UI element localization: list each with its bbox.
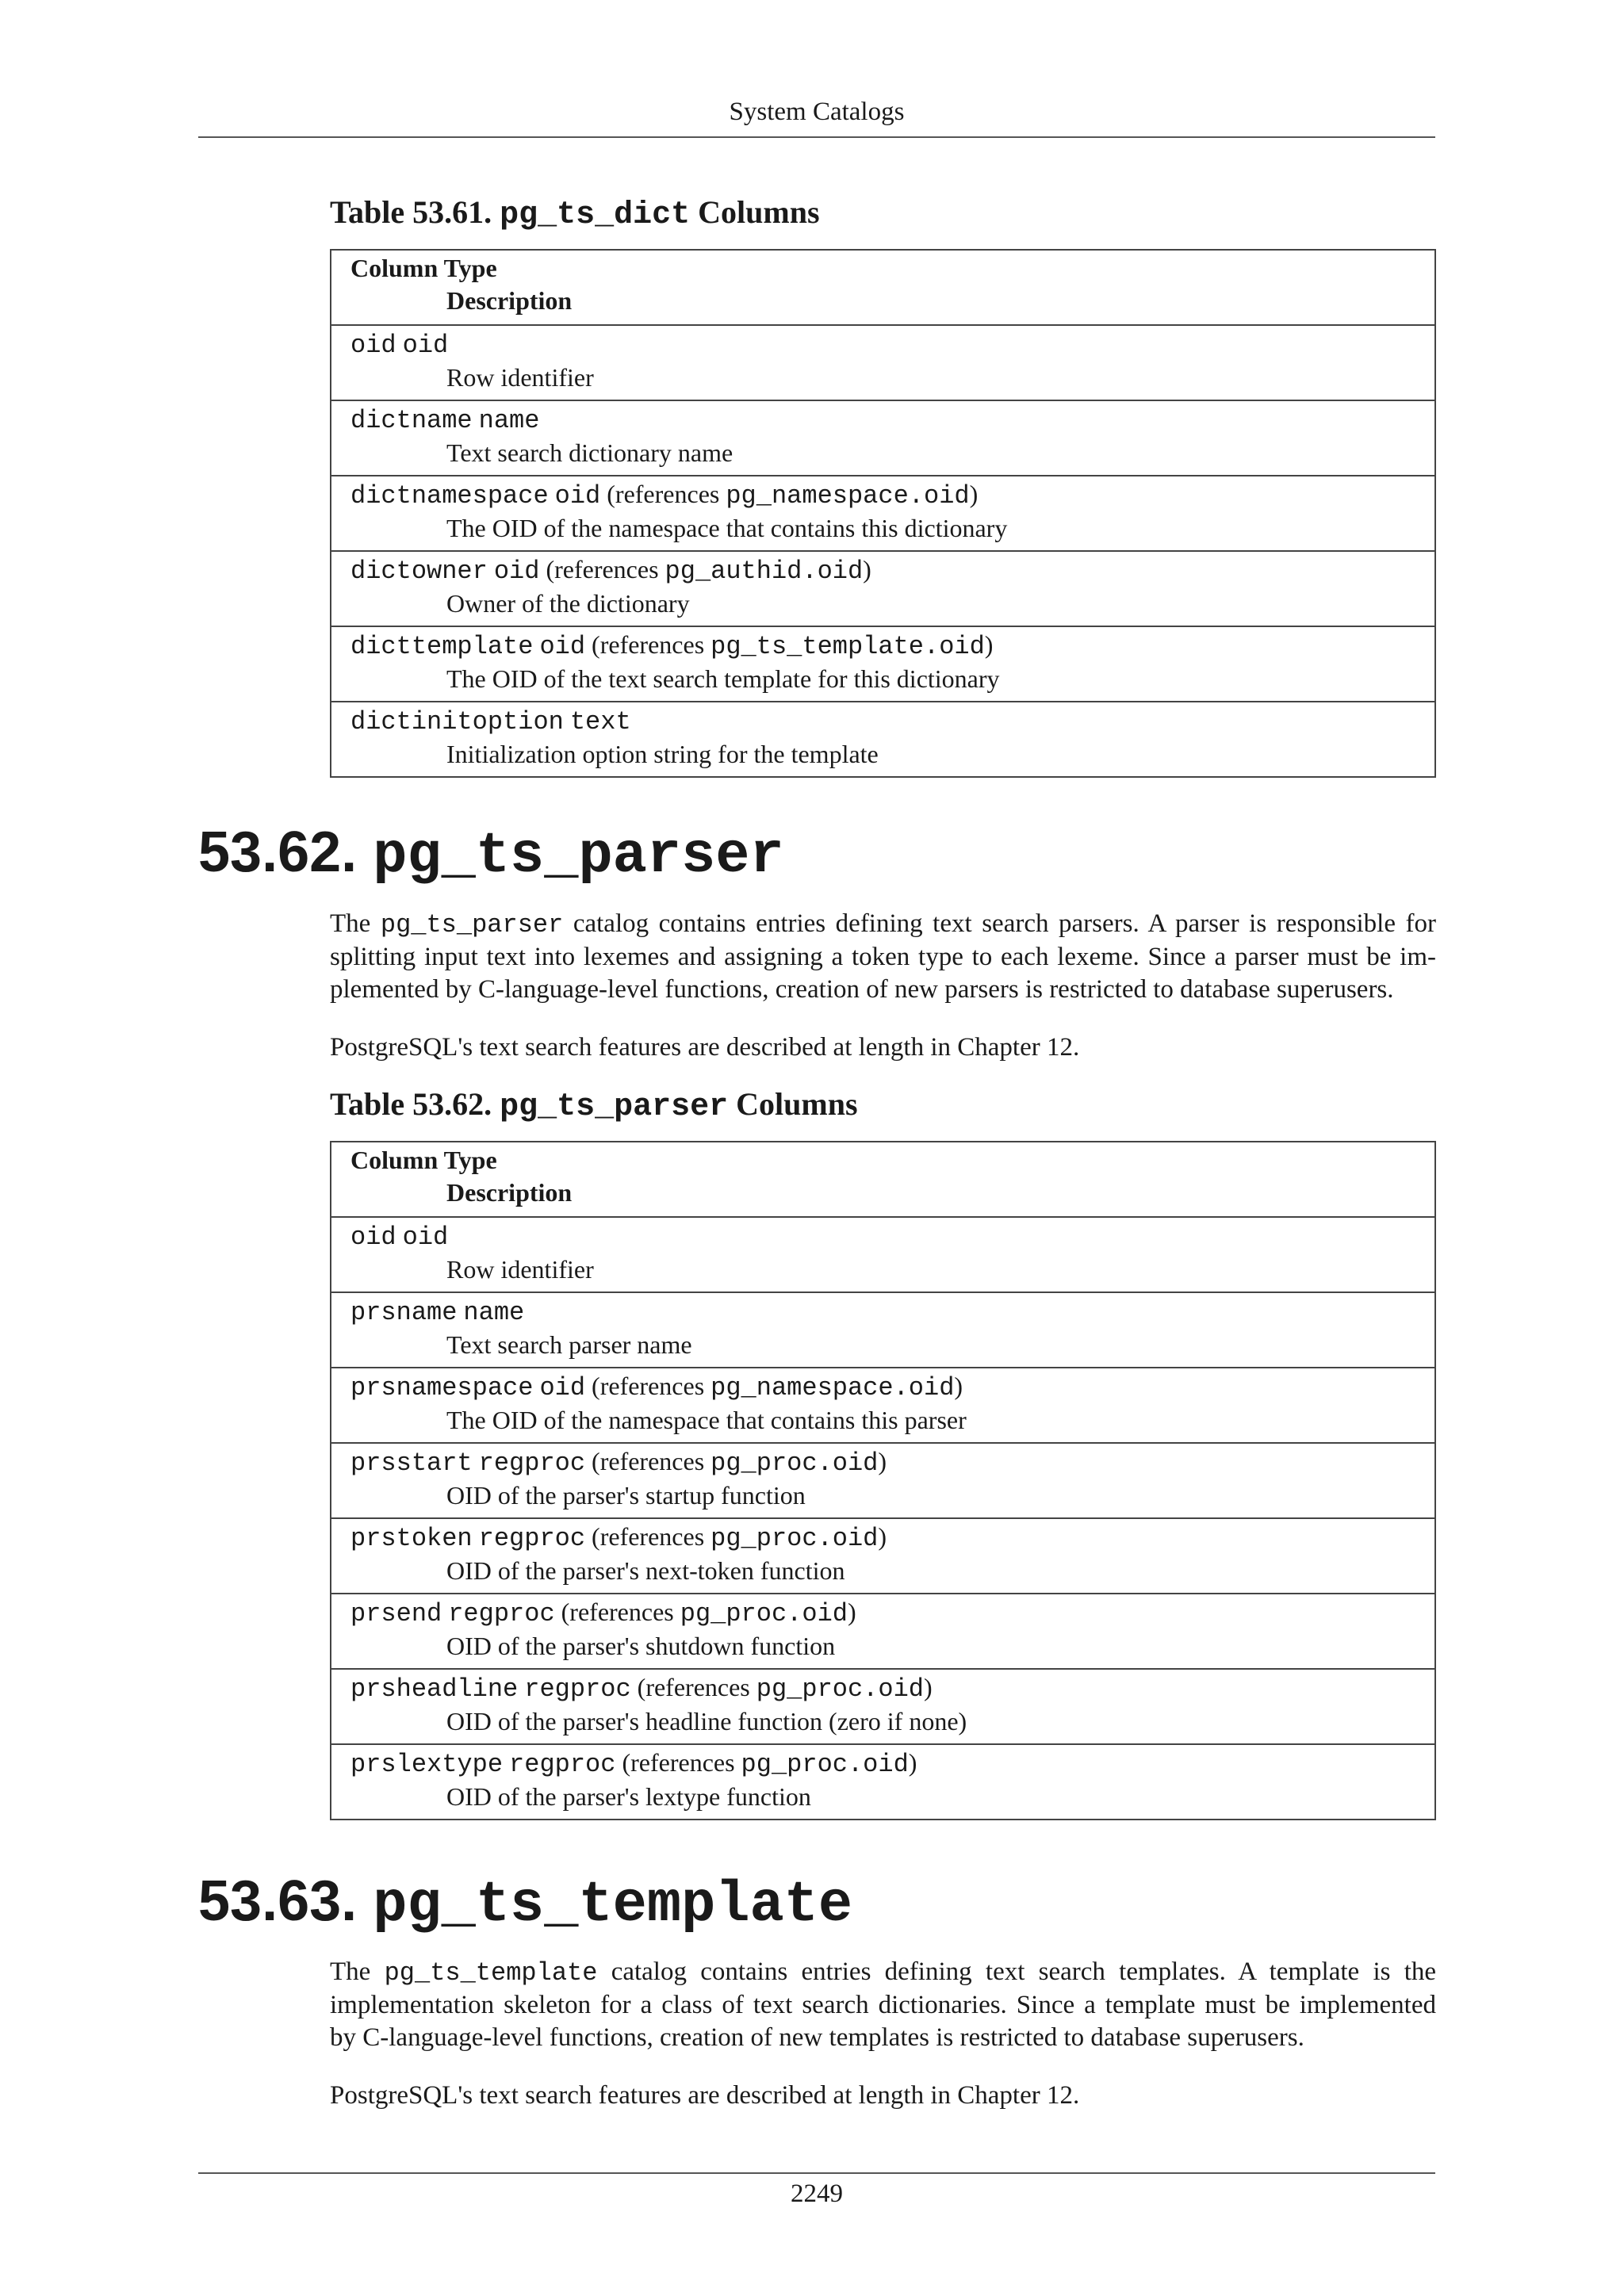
table-cell — [331, 1518, 1435, 1594]
table-cell — [331, 1669, 1435, 1744]
pg-ts-dict-columns-table — [330, 249, 1436, 778]
paragraph-line: by C-language-level functions, creation of new templates is restricted to database superusers. — [330, 2023, 1304, 2052]
column-type: regproc — [478, 1448, 586, 1478]
column-name: prsstart — [350, 1448, 473, 1478]
table-header-cell — [331, 1142, 1435, 1217]
column-signature — [350, 403, 1415, 437]
section-number: 53.62. — [198, 821, 358, 884]
column-signature — [350, 553, 1415, 587]
table-header-row — [331, 1142, 1435, 1217]
references-target: pg_namespace.oid — [710, 1373, 955, 1402]
references-close: ) — [863, 555, 871, 584]
column-description: Row identifier — [446, 1255, 594, 1284]
table-cell — [331, 551, 1435, 626]
references-close: ) — [878, 1522, 887, 1551]
references-target: pg_proc.oid — [741, 1750, 909, 1779]
pg-ts-parser-columns-table — [330, 1141, 1436, 1820]
paragraph: PostgreSQL's text search features are described at length in Chapter 12. — [330, 1033, 1080, 1062]
paragraph-line: plemented by C-language-level functions, creation of new parsers is restricted to database superusers. — [330, 975, 1394, 1004]
references-close: ) — [984, 630, 994, 659]
description-header: Description — [446, 286, 573, 315]
column-signature — [350, 1596, 1415, 1630]
references-close: ) — [878, 1447, 887, 1475]
references-label: (references — [592, 1522, 705, 1551]
inline-code: pg_ts_parser — [380, 910, 564, 939]
table-header-row — [331, 250, 1435, 325]
references-target: pg_proc.oid — [710, 1524, 879, 1553]
references-close: ) — [954, 1372, 963, 1400]
caption-suffix: Columns — [698, 194, 820, 230]
column-description: The OID of the namespace that contains this dictionary — [446, 514, 1008, 542]
column-signature — [350, 327, 1415, 362]
column-type: text — [569, 707, 631, 737]
paragraph: PostgreSQL's text search features are described at length in Chapter 12. — [330, 2081, 1080, 2110]
paragraph-line: splitting input text into lexemes and assigning a token type to each lexeme. Since a parser must be im- — [330, 943, 1436, 971]
column-name: prsname — [350, 1298, 458, 1327]
table-row — [331, 325, 1435, 400]
column-type: oid — [539, 1373, 586, 1402]
table-cell — [331, 1217, 1435, 1292]
column-signature — [350, 1671, 1415, 1705]
table-cell — [331, 325, 1435, 400]
column-description: The OID of the text search template for this dictionary — [446, 664, 1000, 693]
inline-code: pg_ts_template — [384, 1958, 598, 1988]
paragraph-line: The pg_ts_parser catalog contains entries defining text search parsers. A parser is responsible for — [330, 909, 1437, 939]
column-name: prsnamespace — [350, 1373, 534, 1402]
table-row — [331, 702, 1435, 777]
table-row — [331, 1594, 1435, 1669]
references-target: pg_proc.oid — [680, 1599, 848, 1628]
references-close: ) — [923, 1673, 933, 1701]
table-cell — [331, 1594, 1435, 1669]
table-header-cell — [331, 250, 1435, 325]
table-row — [331, 476, 1435, 551]
column-signature — [350, 1219, 1415, 1253]
column-name: prsheadline — [350, 1674, 519, 1704]
column-description: Text search parser name — [446, 1330, 692, 1359]
references-close: ) — [969, 480, 979, 508]
column-description: OID of the parser's next-token function — [446, 1556, 845, 1585]
column-signature — [350, 1521, 1415, 1555]
column-name: dictinitoption — [350, 707, 564, 737]
table-cell — [331, 1292, 1435, 1368]
column-type: regproc — [448, 1599, 555, 1628]
table-cell — [331, 400, 1435, 476]
description-header: Description — [446, 1178, 573, 1207]
table-cell — [331, 476, 1435, 551]
column-type: name — [463, 1298, 525, 1327]
section-code: pg_ts_parser — [373, 824, 784, 889]
caption-prefix: Table 53.61. — [330, 194, 492, 230]
references-label: (references — [607, 480, 720, 508]
column-signature — [350, 478, 1415, 512]
section-code: pg_ts_template — [373, 1873, 853, 1938]
paragraph — [330, 908, 1436, 1006]
column-name: oid — [350, 1223, 396, 1252]
column-type-header: Column Type — [350, 254, 497, 282]
column-signature — [350, 1295, 1415, 1329]
references-target: pg_proc.oid — [710, 1448, 879, 1478]
table-row — [331, 1744, 1435, 1820]
references-target: pg_namespace.oid — [726, 481, 970, 511]
column-type: oid — [554, 481, 601, 511]
table-row — [331, 1217, 1435, 1292]
references-close: ) — [847, 1598, 856, 1626]
paragraph-line: implementation skeleton for a class of text search dictionaries. Since a template must be implemented — [330, 1991, 1436, 2019]
table-row — [331, 551, 1435, 626]
column-name: dictowner — [350, 557, 488, 586]
column-name: dictname — [350, 406, 473, 435]
column-description: Row identifier — [446, 363, 594, 392]
table-caption — [330, 193, 820, 235]
column-signature — [350, 704, 1415, 738]
column-type: oid — [493, 557, 540, 586]
column-description: OID of the parser's headline function (zero if none) — [446, 1707, 967, 1735]
table-row — [331, 626, 1435, 702]
table-row — [331, 1443, 1435, 1518]
section-title — [198, 1869, 852, 1937]
column-name: dicttemplate — [350, 632, 534, 661]
caption-code: pg_ts_parser — [500, 1089, 729, 1125]
column-description: Text search dictionary name — [446, 438, 733, 467]
table-row — [331, 1292, 1435, 1368]
column-type: regproc — [478, 1524, 586, 1553]
column-type: oid — [402, 1223, 449, 1252]
column-description: Owner of the dictionary — [446, 589, 690, 618]
references-label: (references — [561, 1598, 674, 1626]
column-name: oid — [350, 331, 396, 360]
running-header: System Catalogs — [729, 98, 905, 126]
caption-code: pg_ts_dict — [500, 197, 691, 233]
column-description: The OID of the namespace that contains this parser — [446, 1406, 967, 1434]
references-label: (references — [592, 1372, 705, 1400]
table-row — [331, 1518, 1435, 1594]
references-target: pg_proc.oid — [756, 1674, 924, 1704]
section-number: 53.63. — [198, 1869, 358, 1933]
table-cell — [331, 1443, 1435, 1518]
header-rule — [198, 136, 1435, 138]
column-signature — [350, 1370, 1415, 1404]
column-type-header: Column Type — [350, 1146, 497, 1174]
paragraph — [330, 1956, 1436, 2054]
footer-rule — [198, 2172, 1435, 2174]
table-cell — [331, 1368, 1435, 1443]
column-type: oid — [402, 331, 449, 360]
caption-suffix: Columns — [736, 1086, 858, 1122]
table-row — [331, 400, 1435, 476]
column-type: regproc — [524, 1674, 631, 1704]
column-name: prsend — [350, 1599, 442, 1628]
table-caption — [330, 1085, 858, 1127]
table-cell — [331, 1744, 1435, 1820]
column-type: name — [478, 406, 540, 435]
section-title — [198, 821, 784, 888]
column-type: regproc — [509, 1750, 616, 1779]
table-row — [331, 1368, 1435, 1443]
column-signature — [350, 1445, 1415, 1479]
column-description: OID of the parser's startup function — [446, 1481, 806, 1510]
table-row — [331, 1669, 1435, 1744]
caption-prefix: Table 53.62. — [330, 1086, 492, 1122]
column-description: OID of the parser's lextype function — [446, 1782, 811, 1811]
references-target: pg_authid.oid — [665, 557, 864, 586]
column-signature — [350, 629, 1415, 663]
table-cell — [331, 702, 1435, 777]
references-close: ) — [908, 1748, 917, 1777]
page-number: 2249 — [791, 2179, 843, 2208]
column-type: oid — [539, 632, 586, 661]
references-label: (references — [592, 630, 705, 659]
paragraph-line: The pg_ts_template catalog contains entries defining text search templates. A template is the — [330, 1957, 1437, 1988]
column-name: dictnamespace — [350, 481, 549, 511]
references-label: (references — [592, 1447, 705, 1475]
references-label: (references — [622, 1748, 735, 1777]
column-description: Initialization option string for the template — [446, 740, 879, 768]
references-target: pg_ts_template.oid — [710, 632, 985, 661]
column-name: prstoken — [350, 1524, 473, 1553]
column-description: OID of the parser's shutdown function — [446, 1632, 836, 1660]
references-label: (references — [637, 1673, 750, 1701]
column-name: prslextype — [350, 1750, 504, 1779]
references-label: (references — [546, 555, 659, 584]
table-cell — [331, 626, 1435, 702]
column-signature — [350, 1747, 1415, 1781]
